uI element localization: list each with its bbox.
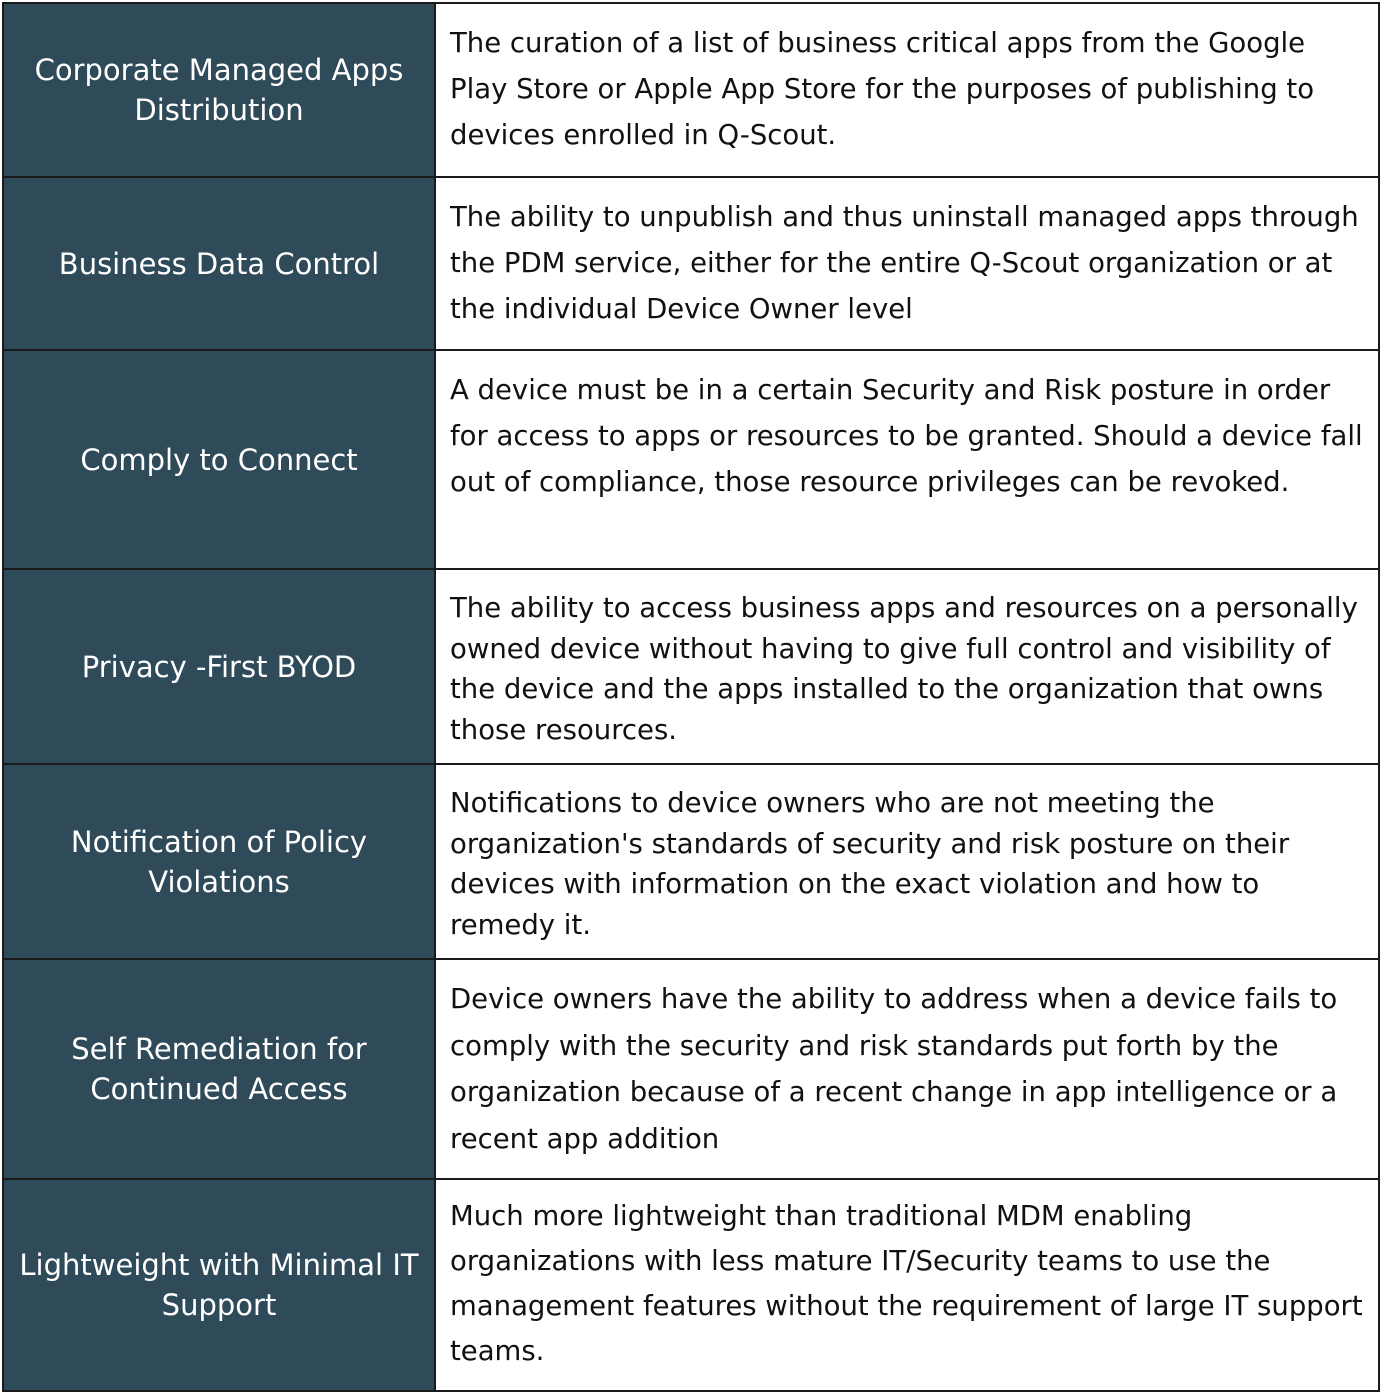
table-row: [3, 1179, 1379, 1391]
table-row: [3, 569, 1379, 764]
feature-description-cell: Device owners have the ability to address when a device fails to comply with the security and risk standards put forth by the organization because of a recent change in app intelligence or a recent app addition: [435, 959, 1379, 1179]
feature-description-cell: Notifications to device owners who are not meeting the organization's standards of security and risk posture on their devices with information on the exact violation and how to remedy it.: [435, 764, 1379, 959]
table-row: [3, 3, 1379, 177]
feature-name-cell: Business Data Control: [3, 177, 435, 350]
feature-name-cell: Privacy -First BYOD: [3, 569, 435, 764]
table-row: [3, 350, 1379, 569]
feature-name-cell: Comply to Connect: [3, 350, 435, 569]
feature-description-cell: A device must be in a certain Security and Risk posture in order for access to apps or resources to be granted. Should a device fall out of compliance, those resource privileges can be revoked.: [435, 350, 1379, 569]
feature-name-cell: Self Remediation for Continued Access: [3, 959, 435, 1179]
table-row: [3, 177, 1379, 350]
table-row: [3, 764, 1379, 959]
feature-description-cell: Much more lightweight than traditional MDM enabling organizations with less mature IT/Security teams to use the management features without the requirement of large IT support teams.: [435, 1179, 1379, 1391]
feature-description-cell: The ability to access business apps and resources on a personally owned device without having to give full control and visibility of the device and the apps installed to the organization that owns those resources.: [435, 569, 1379, 764]
feature-name-cell: Corporate Managed Apps Distribution: [3, 3, 435, 177]
feature-name-cell: Lightweight with Minimal IT Support: [3, 1179, 435, 1391]
feature-description-cell: The curation of a list of business critical apps from the Google Play Store or Apple App Store for the purposes of publishing to devices enrolled in Q-Scout.: [435, 3, 1379, 177]
table-row: [3, 959, 1379, 1179]
feature-name-cell: Notification of Policy Violations: [3, 764, 435, 959]
feature-description-cell: The ability to unpublish and thus uninstall managed apps through the PDM service, either for the entire Q-Scout organization or at the individual Device Owner level: [435, 177, 1379, 350]
feature-table: [2, 2, 1380, 1392]
